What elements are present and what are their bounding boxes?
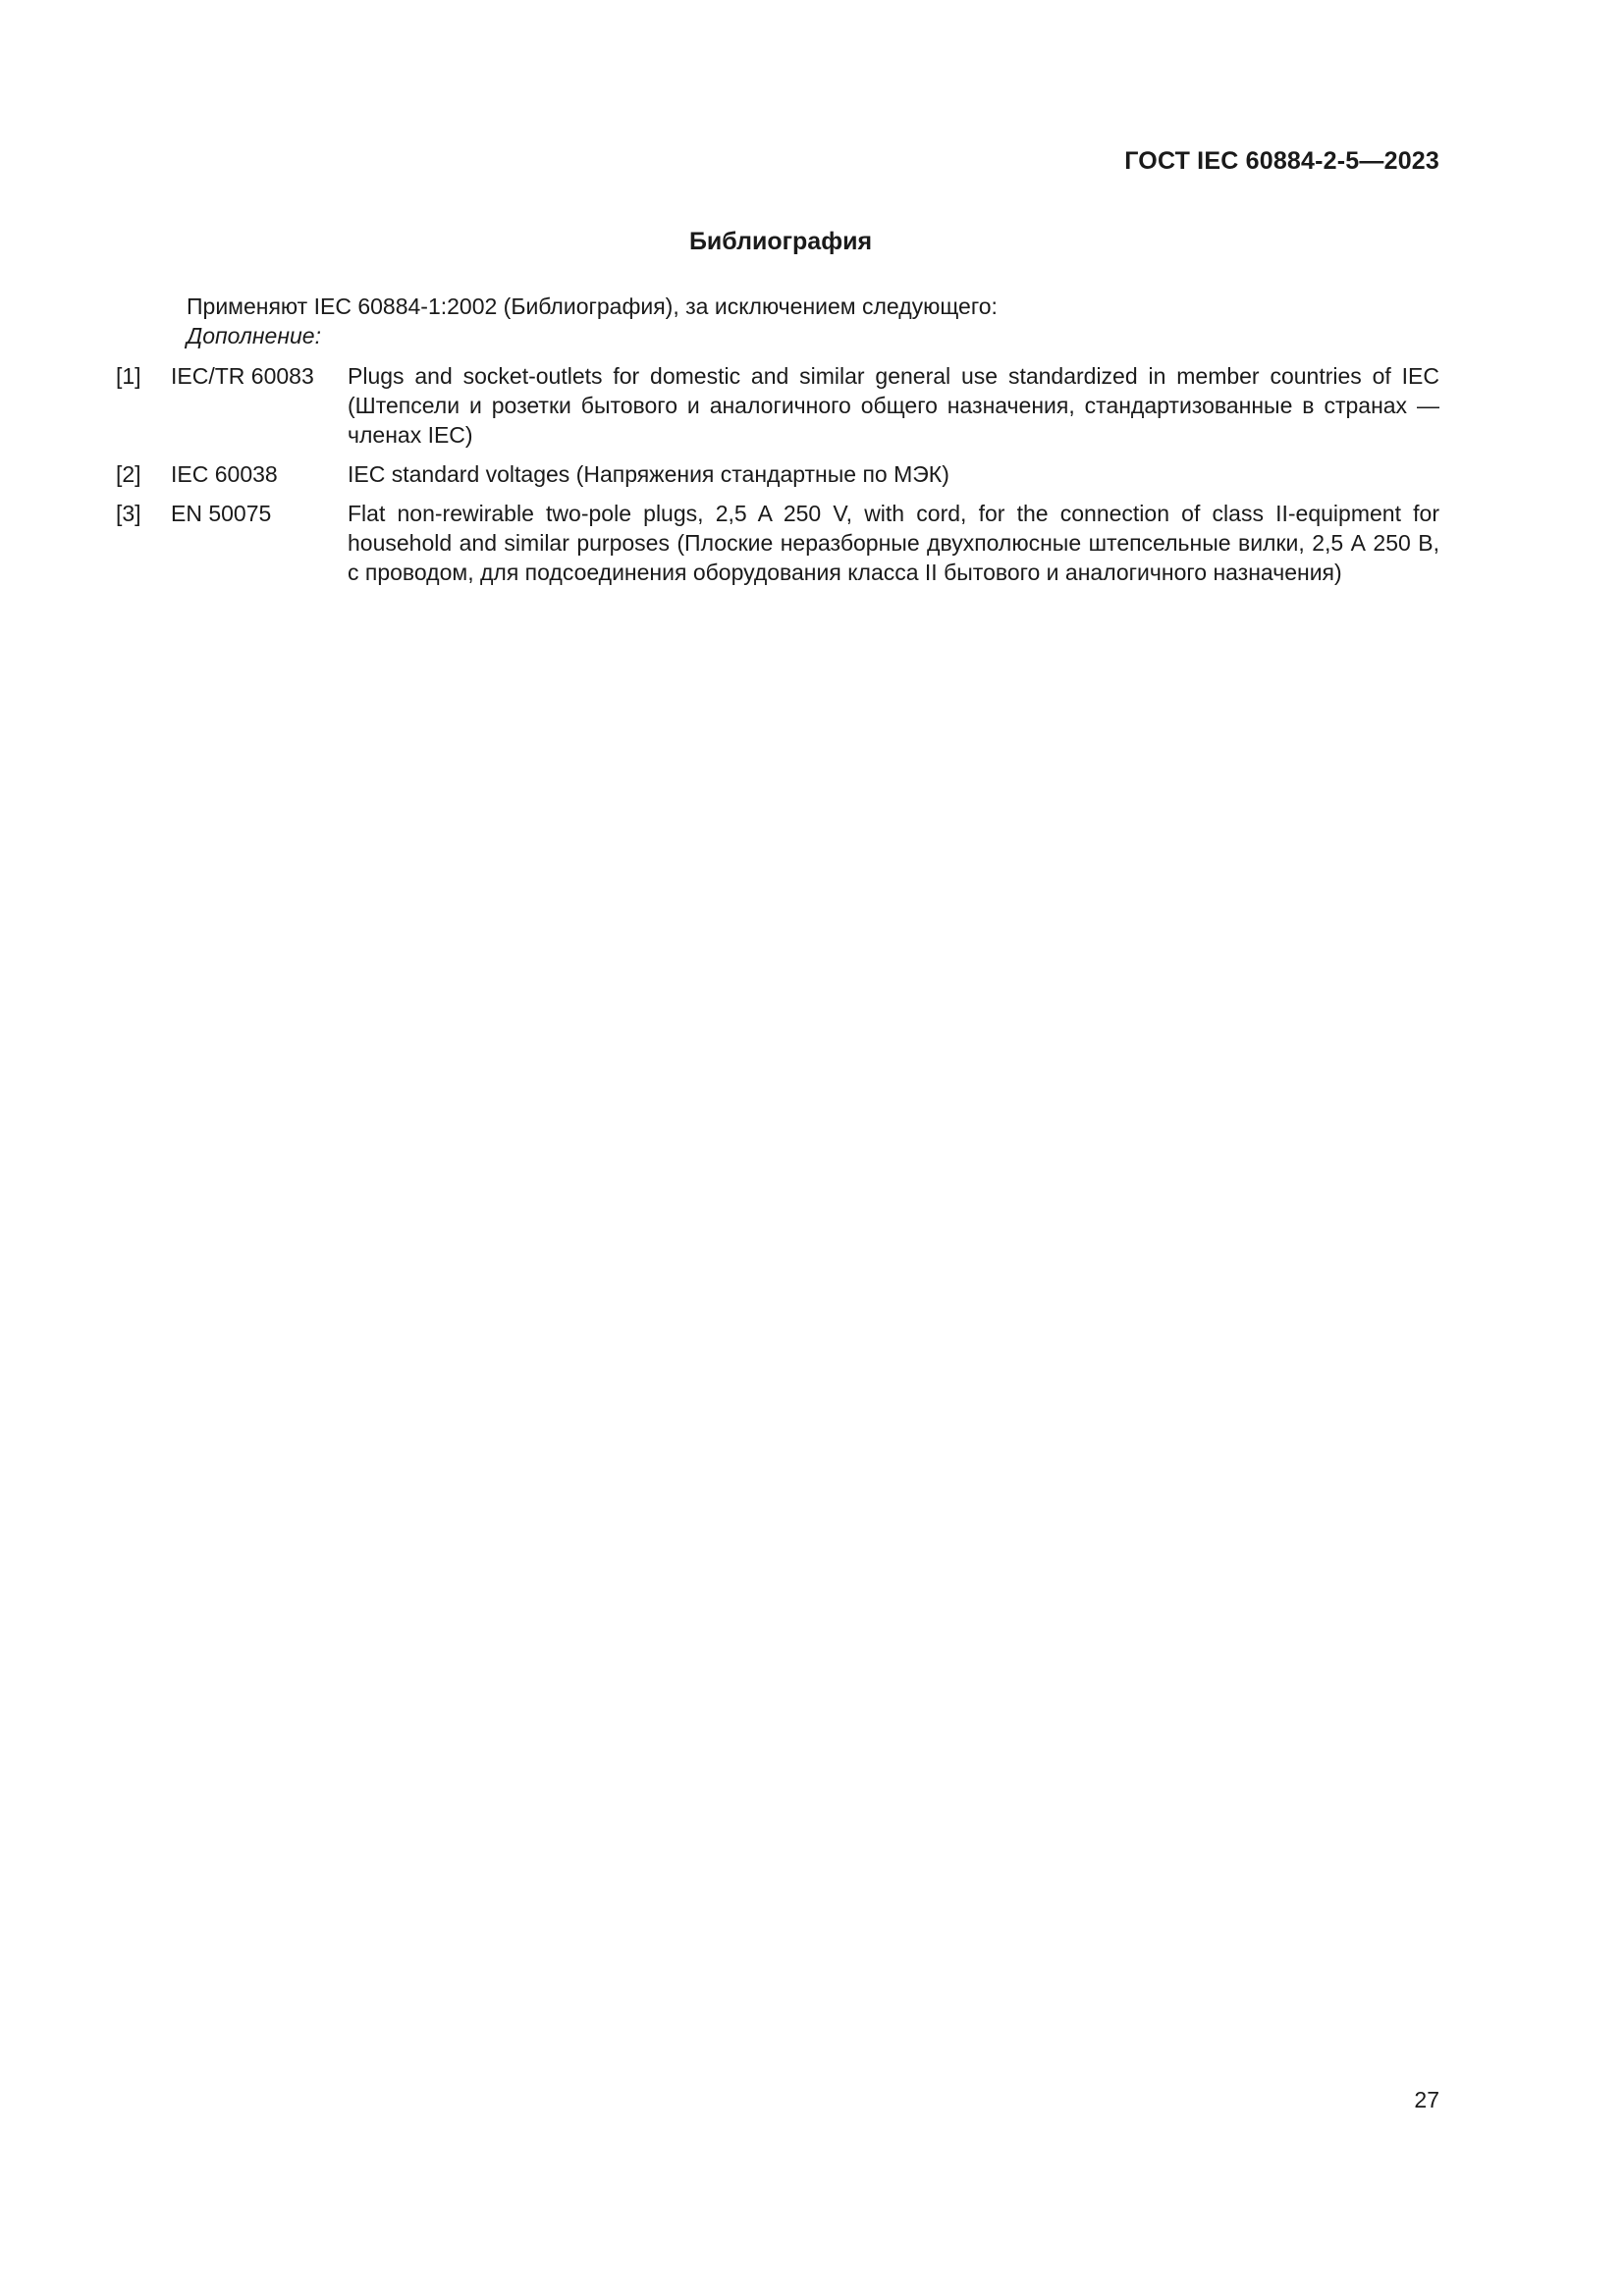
intro-text: Применяют IEC 60884-1:2002 (Библиография), за исключением следующего: [187,294,998,319]
reference-code: IEC/TR 60083 [171,363,314,389]
page-number: 27 [1414,2087,1439,2112]
reference-item [116,459,1439,489]
reference-code: IEC 60038 [171,461,278,487]
reference-title: Plugs and socket-outlets for domestic and similar general use standardized in member countries of IEC (Штепсели и розетки бытового и аналогичного общего назначения, стандартизованные в странах — членах IEC) [348,363,1439,448]
reference-list [116,361,1439,597]
addition-label: Дополнение: [187,323,321,348]
reference-number: [2] [116,461,141,487]
reference-title: IEC standard voltages (Напряжения стандартные по МЭК) [348,461,949,487]
section-title: Библиография [688,228,873,255]
standard-id-header: ГОСТ IEC 60884-2-5—2023 [1124,147,1439,175]
intro-block [187,292,998,350]
reference-title: Flat non-rewirable two-pole plugs, 2,5 A 250 V, with cord, for the connection of class II-equipment for household and similar purposes (Плоские неразборные двухполюсные штепсельные вилки, 2,5 А 250 В, с проводом, для подсоединения оборудования класса II бытового и аналогичного назначения) [348,501,1439,585]
reference-item [116,361,1439,450]
reference-code: EN 50075 [171,501,272,526]
reference-number: [3] [116,501,141,526]
reference-item [116,499,1439,587]
reference-number: [1] [116,363,141,389]
